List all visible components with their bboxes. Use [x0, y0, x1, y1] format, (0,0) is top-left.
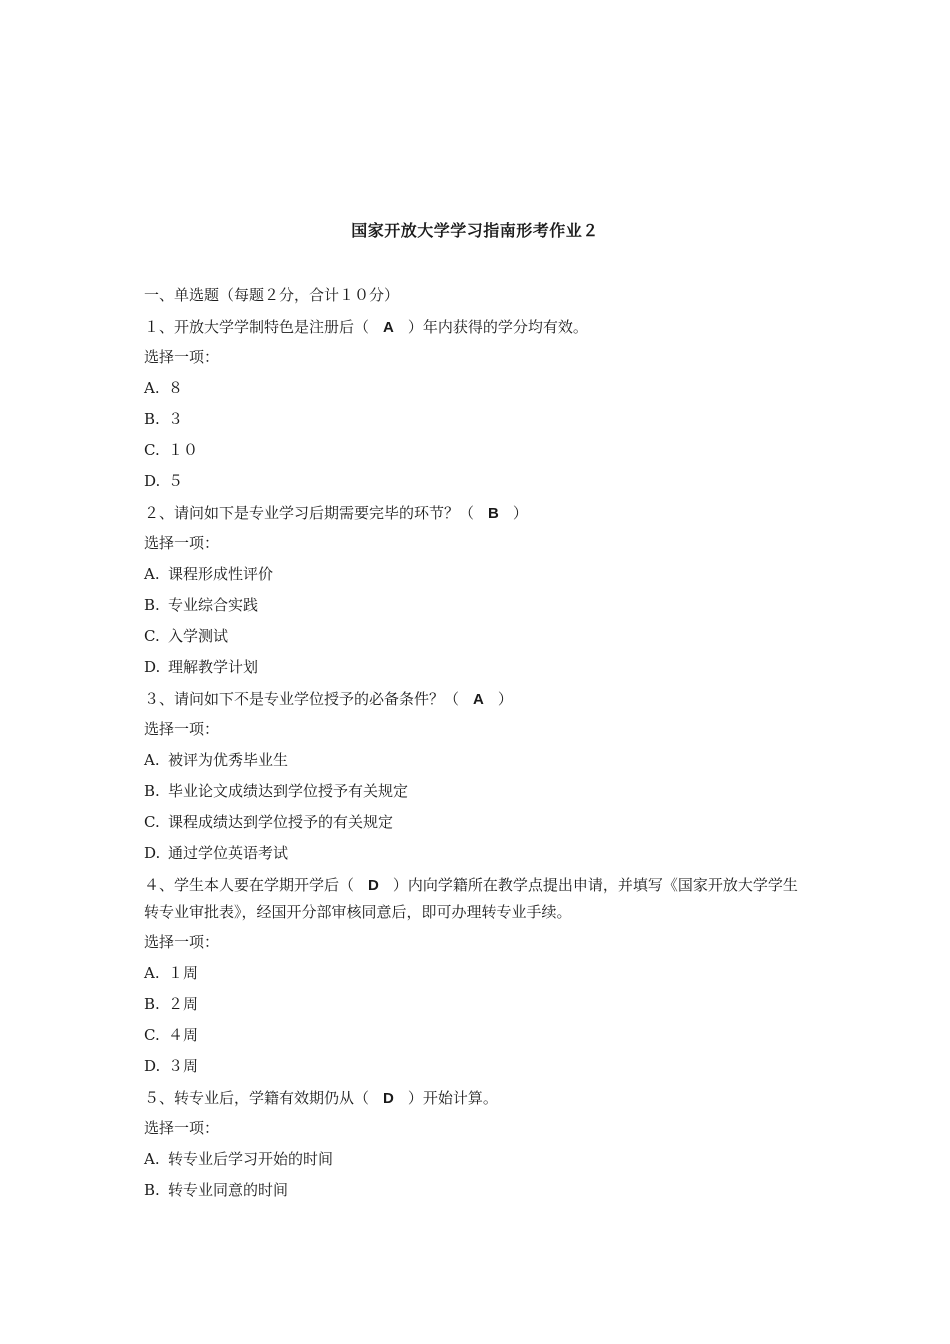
- answer-letter: B: [488, 505, 499, 522]
- option-letter: B.: [144, 596, 160, 614]
- option-letter: A.: [144, 964, 160, 982]
- option-letter: C.: [144, 813, 160, 831]
- option-letter: A.: [144, 565, 160, 583]
- question-text-tail: ）: [497, 690, 513, 708]
- option-d: [144, 652, 804, 683]
- option-text: 被评为优秀毕业生: [168, 751, 289, 769]
- choose-one-prompt: 选择一项：: [144, 1119, 220, 1137]
- option-letter: B.: [144, 995, 160, 1013]
- question-text-tail: ）开始计算。: [407, 1089, 498, 1107]
- option-c: [144, 621, 804, 652]
- option-letter: C.: [144, 627, 160, 645]
- option-text: １周: [168, 964, 199, 982]
- question-text-tail: ）内向学籍所在教学点提出申请，并填写《国家开放大学学生转专业审批表》，经国开分部审核同意后，即可办理转专业手续。: [144, 876, 798, 921]
- option-text: 转专业后学习开始的时间: [168, 1150, 334, 1168]
- option-text: 入学测试: [168, 627, 229, 645]
- choose-one-prompt: 选择一项：: [144, 720, 220, 738]
- document-title: 国家开放大学学习指南形考作业２: [351, 221, 599, 240]
- option-a: [144, 559, 804, 590]
- option-text: ３周: [168, 1057, 199, 1075]
- option-text: ２周: [168, 995, 199, 1013]
- option-letter: D.: [144, 472, 161, 490]
- option-c: [144, 807, 804, 838]
- answer-letter: A: [473, 691, 484, 708]
- document-body: [144, 280, 804, 1206]
- option-letter: C.: [144, 1026, 160, 1044]
- question-2: [144, 497, 804, 528]
- option-text: 理解教学计划: [168, 658, 259, 676]
- choose-one-prompt: 选择一项：: [144, 348, 220, 366]
- option-d: [144, 466, 804, 497]
- option-b: [144, 776, 804, 807]
- option-letter: D.: [144, 1057, 161, 1075]
- question-3: [144, 683, 804, 714]
- option-c: [144, 435, 804, 466]
- option-letter: D.: [144, 844, 161, 862]
- option-text: 通过学位英语考试: [168, 844, 289, 862]
- option-a: [144, 958, 804, 989]
- option-a: [144, 745, 804, 776]
- option-text: ８: [168, 379, 184, 397]
- option-letter: A.: [144, 1150, 160, 1168]
- option-letter: B.: [144, 1181, 160, 1199]
- question-text: １、开放大学学制特色是注册后（: [144, 318, 370, 336]
- option-a: [144, 1144, 804, 1175]
- question-text-tail: ）: [512, 504, 528, 522]
- option-b: [144, 404, 804, 435]
- option-text: 课程形成性评价: [168, 565, 274, 583]
- choose-one-prompt: 选择一项：: [144, 933, 220, 951]
- question-5: [144, 1082, 804, 1113]
- question-text: ４、学生本人要在学期开学后（: [144, 876, 355, 894]
- answer-letter: D: [368, 877, 379, 894]
- answer-letter: A: [383, 319, 394, 336]
- option-b: [144, 590, 804, 621]
- option-text: ５: [168, 472, 184, 490]
- question-text: ５、转专业后，学籍有效期仍从（: [144, 1089, 370, 1107]
- option-letter: D.: [144, 658, 161, 676]
- question-4: [144, 869, 804, 927]
- question-text: ２、请问如下是专业学习后期需要完毕的环节？（: [144, 504, 475, 522]
- option-d: [144, 1051, 804, 1082]
- option-b: [144, 989, 804, 1020]
- option-d: [144, 838, 804, 869]
- section-heading: 一、单选题（每题２分，合计１０分）: [144, 286, 400, 304]
- option-a: [144, 373, 804, 404]
- option-letter: B.: [144, 782, 160, 800]
- option-text: １０: [168, 441, 199, 459]
- option-text: 毕业论文成绩达到学位授予有关规定: [168, 782, 409, 800]
- option-letter: A.: [144, 751, 160, 769]
- option-text: ３: [168, 410, 184, 428]
- option-text: 课程成绩达到学位授予的有关规定: [168, 813, 394, 831]
- option-text: 专业综合实践: [168, 596, 259, 614]
- option-letter: C.: [144, 441, 160, 459]
- choose-one-prompt: 选择一项：: [144, 534, 220, 552]
- question-text-tail: ）年内获得的学分均有效。: [407, 318, 588, 336]
- option-letter: A.: [144, 379, 160, 397]
- option-text: ４周: [168, 1026, 199, 1044]
- question-1: [144, 311, 804, 342]
- option-letter: B.: [144, 410, 160, 428]
- option-b: [144, 1175, 804, 1206]
- option-text: 转专业同意的时间: [168, 1181, 289, 1199]
- answer-letter: D: [383, 1090, 394, 1107]
- question-text: ３、请问如下不是专业学位授予的必备条件？（: [144, 690, 460, 708]
- option-c: [144, 1020, 804, 1051]
